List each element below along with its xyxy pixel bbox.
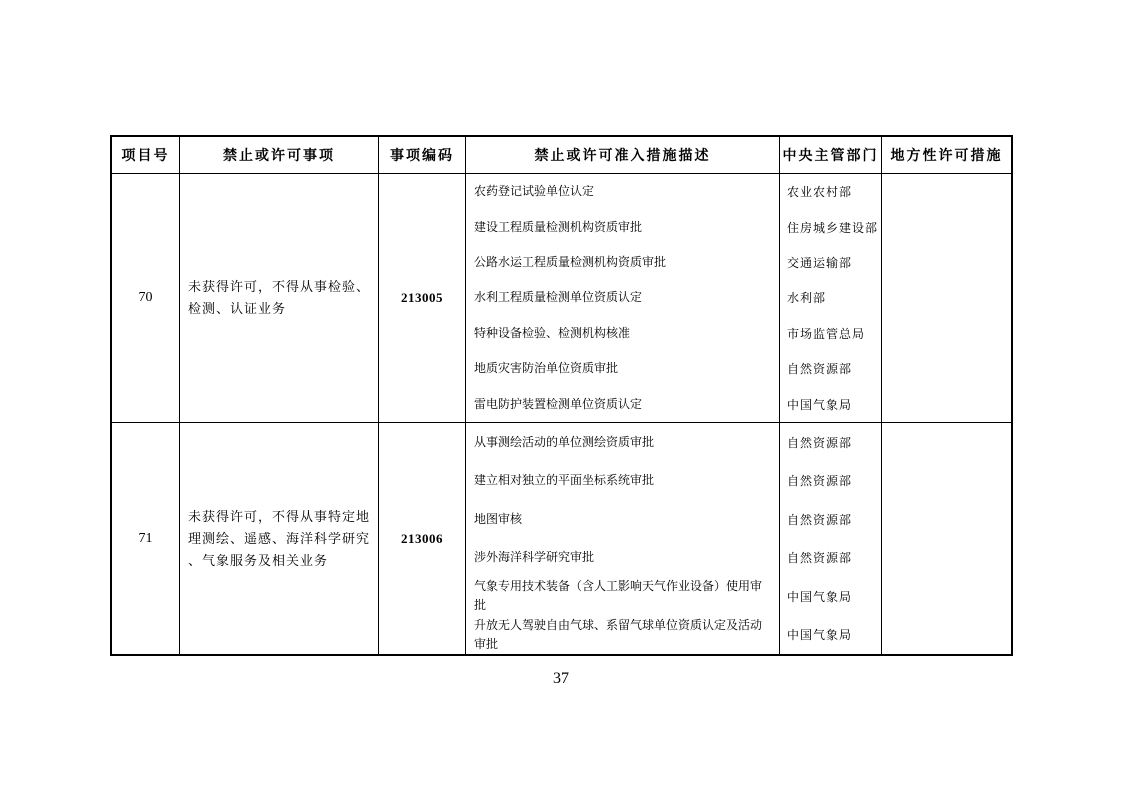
measure-subrow — [466, 423, 881, 462]
table-row — [112, 423, 1011, 654]
central-department: 自然资源部 — [787, 435, 853, 450]
matter-text: 未获得许可，不得从事检验、检测、认证业务 — [188, 279, 371, 316]
measure-description: 从事测绘活动的单位测绘资质审批 — [466, 423, 780, 462]
central-department: 自然资源部 — [787, 362, 853, 377]
measure-description: 建立相对独立的平面坐标系统审批 — [466, 462, 780, 501]
measure-subrow — [466, 500, 881, 539]
central-department: 市场监管总局 — [787, 326, 866, 341]
measure-description: 农药登记试验单位认定 — [466, 174, 780, 209]
measure-description: 建设工程质量检测机构资质审批 — [466, 209, 780, 244]
measure-description: 地质灾害防治单位资质审批 — [466, 351, 780, 386]
measure-description: 雷电防护装置检测单位资质认定 — [466, 387, 780, 422]
central-department: 中国气象局 — [787, 397, 853, 412]
measure-subrow — [466, 280, 881, 315]
item-number-cell: 71 — [112, 423, 180, 654]
measure-subrow — [466, 577, 881, 616]
measure-subrow — [466, 351, 881, 386]
central-department: 中国气象局 — [787, 628, 853, 643]
measure-description: 公路水运工程质量检测机构资质审批 — [466, 245, 780, 280]
header-matter-code: 事项编码 — [379, 137, 466, 173]
measures-departments-cell — [466, 423, 882, 654]
central-department: 中国气象局 — [787, 589, 853, 604]
measure-description: 气象专用技术装备（含人工影响天气作业设备）使用审批 — [466, 577, 780, 616]
matter-cell — [180, 423, 379, 654]
measure-description: 升放无人驾驶自由气球、系留气球单位资质认定及活动审批 — [466, 616, 780, 655]
page-number: 37 — [553, 670, 569, 687]
measure-description: 特种设备检验、检测机构核准 — [466, 316, 780, 351]
measure-subrow — [466, 539, 881, 578]
header-central-department: 中央主管部门 — [780, 137, 882, 173]
table-row — [112, 174, 1011, 423]
local-measures-cell — [882, 423, 1011, 654]
measure-subrow — [466, 616, 881, 655]
central-department: 住房城乡建设部 — [787, 220, 879, 235]
central-department: 自然资源部 — [787, 474, 853, 489]
measure-subrow — [466, 316, 881, 351]
central-department: 水利部 — [787, 291, 827, 306]
access-restriction-table — [110, 135, 1013, 656]
header-local-permit-measures: 地方性许可措施 — [890, 149, 1003, 164]
header-item-number: 项目号 — [112, 137, 180, 173]
matter-code-cell: 213006 — [379, 423, 466, 654]
header-prohibited-or-permitted-matter: 禁止或许可事项 — [180, 137, 379, 173]
measure-subrow — [466, 245, 881, 280]
measure-description: 水利工程质量检测单位资质认定 — [466, 280, 780, 315]
measure-description: 涉外海洋科学研究审批 — [466, 539, 780, 578]
local-measures-cell — [882, 174, 1011, 422]
matter-code-cell: 213005 — [379, 174, 466, 422]
central-department: 自然资源部 — [787, 551, 853, 566]
measure-subrow — [466, 462, 881, 501]
central-department: 农业农村部 — [787, 185, 853, 200]
measure-description: 地图审核 — [466, 500, 780, 539]
item-number-cell: 70 — [112, 174, 180, 422]
header-measure-description: 禁止或许可准入措施描述 — [466, 137, 780, 173]
central-department: 交通运输部 — [787, 256, 853, 271]
measure-subrow — [466, 174, 881, 209]
table-body — [112, 174, 1011, 654]
measure-subrow — [466, 387, 881, 422]
central-department: 自然资源部 — [787, 512, 853, 527]
table-header-row — [112, 137, 1011, 174]
measure-subrow — [466, 209, 881, 244]
matter-cell — [180, 174, 379, 422]
matter-text: 未获得许可，不得从事特定地理测绘、遥感、海洋科学研究、气象服务及相关业务 — [188, 508, 371, 568]
measures-departments-cell — [466, 174, 882, 422]
